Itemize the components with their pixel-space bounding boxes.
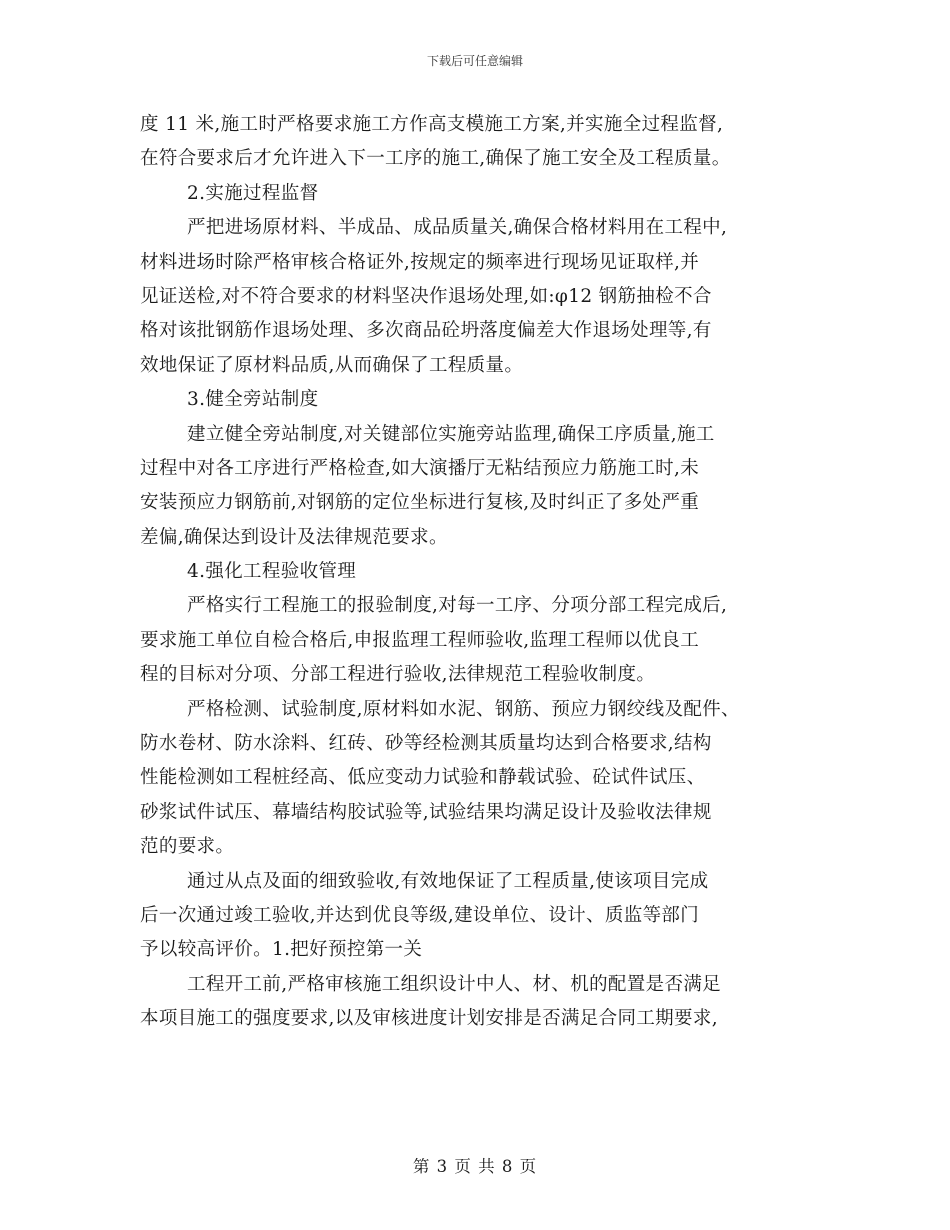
- text-line-16: 要求施工单位自检合格后,申报监理工程师验收,监理工程师以优良工: [140, 629, 700, 651]
- section-heading-4: 4.强化工程验收管理: [187, 561, 357, 583]
- text-line-17: 程的目标对分项、分部工程进行验收,法律规范工程验收制度。: [140, 664, 656, 686]
- text-line-21: 砂浆试件试压、幕墙结构胶试验等,试验结果均满足设计及验收法律规: [140, 801, 712, 823]
- text-line-19: 防水卷材、防水涂料、红砖、砂等经检测其质量均达到合格要求,结构: [140, 733, 712, 755]
- text-line-24: 后一次通过竣工验收,并达到优良等级,建设单位、设计、质监等部门: [140, 904, 700, 926]
- text-line-10: 建立健全旁站制度,对关键部位实施旁站监理,确保工序质量,施工: [187, 423, 715, 445]
- text-line-1: 度 11 米,施工时严格要求施工方作高支模施工方案,并实施全过程监督,: [140, 114, 724, 135]
- text-line-22: 范的要求。: [140, 836, 235, 858]
- text-line-13: 差偏,确保达到设计及法律规范要求。: [140, 526, 448, 548]
- text-line-11: 过程中对各工序进行严格检查,如大演播厅无粘结预应力筋施工时,未: [140, 457, 700, 479]
- page-header: 下载后可任意编辑: [426, 54, 523, 68]
- document-body: [140, 108, 822, 1037]
- text-line-6: 见证送检,对不符合要求的材料坚决作退场处理,如:φ12 钢筋抽检不合: [140, 285, 712, 307]
- text-line-20: 性能检测如工程桩经高、低应变动力试验和静载试验、砼试件试压、: [140, 767, 706, 789]
- text-line-15: 严格实行工程施工的报验制度,对每一工序、分项分部工程完成后,: [187, 595, 728, 617]
- text-line-26: 工程开工前,严格审核施工组织设计中人、材、机的配置是否满足: [187, 973, 722, 995]
- page-footer: 第 3 页 共 8 页: [412, 1157, 538, 1176]
- section-heading-2: 2.实施过程监督: [187, 182, 319, 204]
- text-line-12: 安装预应力钢筋前,对钢筋的定位坐标进行复核,及时纠正了多处严重: [140, 492, 700, 514]
- section-heading-3: 3.健全旁站制度: [187, 389, 319, 411]
- text-line-5: 材料进场时除严格审核合格证外,按规定的频率进行现场见证取样,并: [140, 251, 700, 273]
- text-line-18: 严格检测、试验制度,原材料如水泥、钢筋、预应力钢绞线及配件、: [187, 698, 740, 720]
- text-line-25: 予以较高评价。1.把好预控第一关: [140, 939, 423, 961]
- text-line-2: 在符合要求后才允许进入下一工序的施工,确保了施工安全及工程质量。: [140, 148, 731, 170]
- text-line-7: 格对该批钢筋作退场处理、多次商品砼坍落度偏差大作退场处理等,有: [140, 320, 712, 342]
- text-line-23: 通过从点及面的细致验收,有效地保证了工程质量,使该项目完成: [187, 870, 709, 892]
- text-line-4: 严把进场原材料、半成品、成品质量关,确保合格材料用在工程中,: [187, 217, 728, 239]
- text-line-27: 本项目施工的强度要求,以及审核进度计划安排是否满足合同工期要求,: [140, 1008, 718, 1030]
- text-line-8: 效地保证了原材料品质,从而确保了工程质量。: [140, 354, 524, 376]
